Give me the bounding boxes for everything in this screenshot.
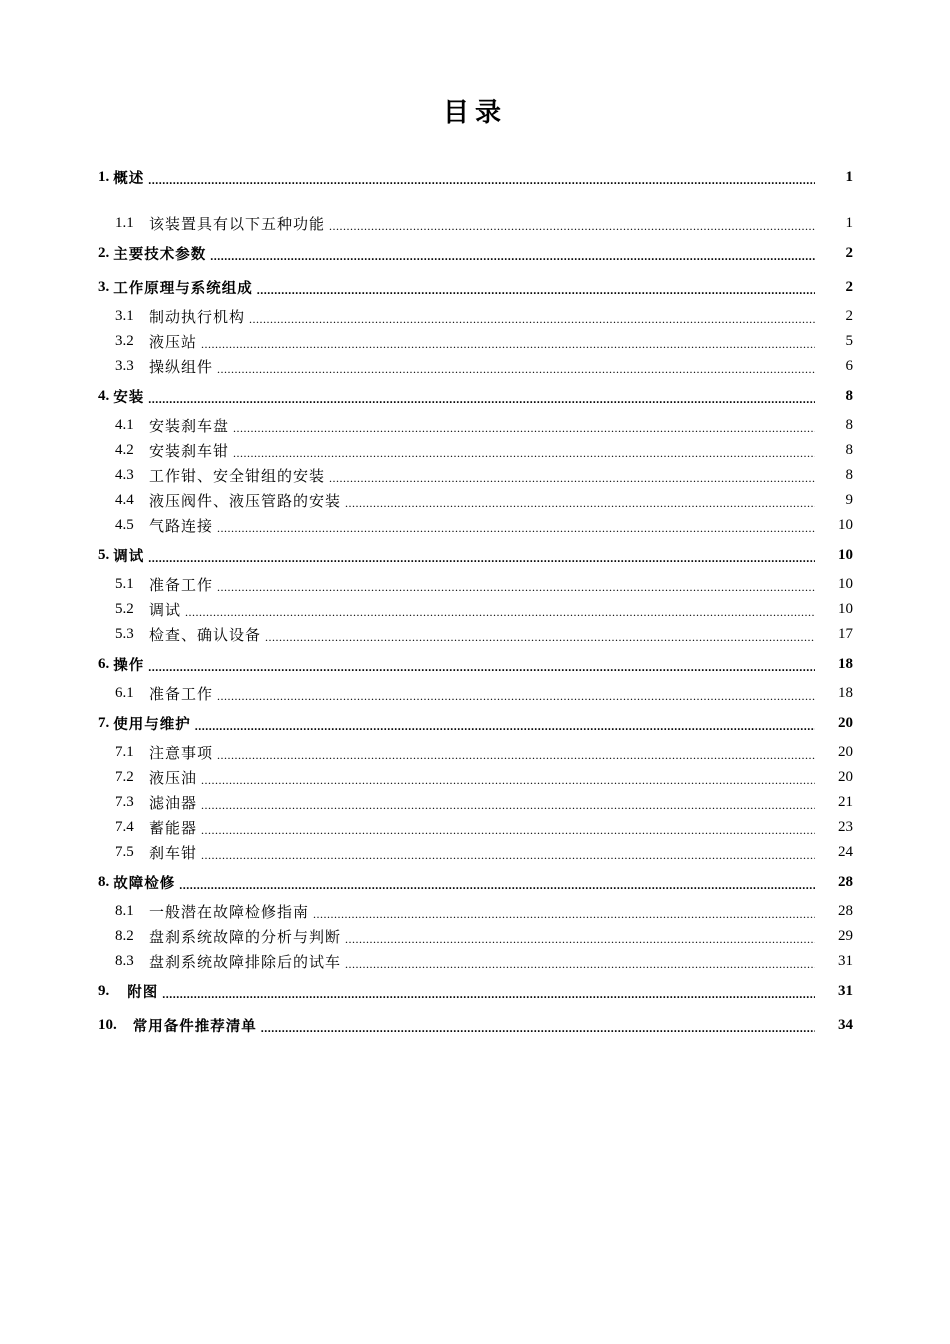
toc-page-number: 34 [838, 1016, 853, 1033]
toc-page-number: 20 [838, 714, 853, 731]
toc-title: 盘刹系统故障的分析与判断 [149, 928, 342, 946]
toc-number: 2. [98, 244, 110, 261]
toc-leader-dots [162, 986, 815, 1003]
toc-page-number: 10 [838, 576, 853, 592]
toc-number: 4. [98, 387, 110, 404]
toc-leader-dots [217, 747, 815, 764]
toc-section[interactable] [98, 211, 853, 236]
toc-leader-dots [201, 822, 815, 839]
toc-page-number: 17 [838, 626, 853, 642]
toc-leader-dots [201, 847, 815, 864]
toc-chapter[interactable] [98, 706, 853, 740]
toc-number: 4.2 [115, 442, 134, 458]
toc-number: 4.3 [115, 467, 134, 483]
toc-section[interactable] [98, 681, 853, 706]
toc-section[interactable] [98, 513, 853, 538]
toc-number: 7.5 [115, 844, 134, 860]
toc-title: 刹车钳 [149, 844, 198, 862]
toc-number: 6. [98, 655, 110, 672]
toc-leader-dots [249, 311, 815, 328]
toc-number: 3.1 [115, 308, 134, 324]
toc-leader-dots [265, 629, 815, 646]
toc-leader-dots [201, 772, 815, 789]
toc-number: 3.2 [115, 333, 134, 349]
toc-title: 调试 [149, 601, 182, 619]
toc-title: 安装刹车钳 [149, 442, 230, 460]
toc-leader-dots [345, 495, 815, 512]
toc-number: 10. [98, 1016, 117, 1033]
toc-chapter[interactable] [98, 270, 853, 304]
toc-section[interactable] [98, 354, 853, 379]
toc-leader-dots [148, 659, 815, 676]
toc-chapter[interactable] [98, 160, 853, 194]
toc-page-number: 8 [845, 417, 853, 433]
toc-number: 8.2 [115, 928, 134, 944]
toc-title: 一般潜在故障检修指南 [149, 903, 310, 921]
toc-leader-dots [217, 579, 815, 596]
toc-page-number: 18 [838, 685, 853, 701]
toc-number: 5.2 [115, 601, 134, 617]
toc-section[interactable] [98, 790, 853, 815]
toc-section[interactable] [98, 304, 853, 329]
toc-section[interactable] [98, 329, 853, 354]
toc-number: 4.5 [115, 517, 134, 533]
toc-number: 5. [98, 546, 110, 563]
toc-page-number: 8 [845, 387, 853, 404]
toc-number: 8.3 [115, 953, 134, 969]
toc-title: 主要技术参数 [113, 246, 207, 263]
toc-section[interactable] [98, 815, 853, 840]
toc-page-number: 29 [838, 928, 853, 944]
toc-leader-dots [210, 248, 815, 265]
toc-title: 液压站 [149, 333, 198, 351]
toc-section[interactable] [98, 949, 853, 974]
toc-leader-dots [329, 470, 815, 487]
toc-section[interactable] [98, 463, 853, 488]
toc-page-number: 28 [838, 873, 853, 890]
toc-number: 3.3 [115, 358, 134, 374]
toc-number: 7.4 [115, 819, 134, 835]
toc-page-number: 6 [845, 358, 853, 374]
toc-number: 5.1 [115, 576, 134, 592]
toc-section[interactable] [98, 488, 853, 513]
toc-section[interactable] [98, 622, 853, 647]
toc-section[interactable] [98, 413, 853, 438]
toc-chapter[interactable] [98, 236, 853, 270]
toc-page-number: 2 [845, 278, 853, 295]
toc-title: 概述 [113, 170, 145, 187]
toc-page-number: 8 [845, 467, 853, 483]
toc-leader-dots [185, 604, 815, 621]
toc-page-number: 20 [838, 744, 853, 760]
toc-page-number: 2 [845, 244, 853, 261]
toc-chapter[interactable] [98, 865, 853, 899]
toc-leader-dots [195, 718, 815, 735]
toc-leader-dots [179, 877, 815, 894]
toc-title: 操纵组件 [149, 358, 214, 376]
toc-leader-dots [217, 361, 815, 378]
toc-title: 液压油 [149, 769, 198, 787]
toc-section[interactable] [98, 597, 853, 622]
toc-title: 操作 [113, 657, 145, 674]
toc-title: 检查、确认设备 [149, 626, 262, 644]
toc-page-number: 18 [838, 655, 853, 672]
table-of-contents [98, 160, 853, 1042]
toc-leader-dots [217, 688, 815, 705]
toc-leader-dots [345, 931, 815, 948]
toc-page-number: 1 [845, 215, 853, 231]
toc-title: 调试 [113, 548, 145, 565]
toc-page-number: 2 [845, 308, 853, 324]
toc-leader-dots [201, 797, 815, 814]
toc-leader-dots [329, 218, 815, 235]
toc-title: 安装 [113, 389, 145, 406]
toc-section[interactable] [98, 765, 853, 790]
toc-title: 滤油器 [149, 794, 198, 812]
toc-page-number: 24 [838, 844, 853, 860]
toc-title: 工作原理与系统组成 [113, 280, 253, 297]
spacer [98, 194, 853, 211]
toc-number: 7.2 [115, 769, 134, 785]
toc-title: 准备工作 [149, 685, 214, 703]
toc-page-number: 8 [845, 442, 853, 458]
toc-page-number: 28 [838, 903, 853, 919]
toc-title: 气路连接 [149, 517, 214, 535]
toc-section[interactable] [98, 438, 853, 463]
toc-leader-dots [148, 550, 815, 567]
toc-number: 6.1 [115, 685, 134, 701]
toc-title: 附图 [127, 984, 159, 1001]
toc-leader-dots [201, 336, 815, 353]
toc-section[interactable] [98, 924, 853, 949]
toc-leader-dots [148, 172, 815, 189]
toc-title: 工作钳、安全钳组的安装 [149, 467, 326, 485]
toc-title: 盘刹系统故障排除后的试车 [149, 953, 342, 971]
toc-leader-dots [345, 956, 815, 973]
toc-number: 7. [98, 714, 110, 731]
toc-number: 8. [98, 873, 110, 890]
toc-section[interactable] [98, 572, 853, 597]
toc-title: 该装置具有以下五种功能 [149, 215, 326, 233]
toc-number: 1. [98, 168, 110, 185]
toc-title: 注意事项 [149, 744, 214, 762]
toc-chapter[interactable] [98, 379, 853, 413]
toc-section[interactable] [98, 740, 853, 765]
toc-page-number: 21 [838, 794, 853, 810]
toc-number: 4.1 [115, 417, 134, 433]
toc-leader-dots [217, 520, 815, 537]
toc-number: 9. [98, 982, 110, 999]
toc-leader-dots [233, 445, 815, 462]
toc-section[interactable] [98, 899, 853, 924]
toc-number: 3. [98, 278, 110, 295]
toc-leader-dots [233, 420, 815, 437]
toc-chapter[interactable] [98, 647, 853, 681]
toc-section[interactable] [98, 840, 853, 865]
toc-leader-dots [257, 282, 815, 299]
toc-page-number: 10 [838, 546, 853, 563]
toc-title: 制动执行机构 [149, 308, 246, 326]
toc-title: 准备工作 [149, 576, 214, 594]
toc-title: 安装刹车盘 [149, 417, 230, 435]
toc-title: 故障检修 [113, 875, 176, 892]
toc-title: 常用备件推荐清单 [132, 1018, 257, 1035]
toc-page-number: 10 [838, 517, 853, 533]
toc-number: 7.3 [115, 794, 134, 810]
toc-page-number: 31 [838, 982, 853, 999]
toc-number: 8.1 [115, 903, 134, 919]
toc-leader-dots [313, 906, 815, 923]
toc-chapter[interactable] [98, 974, 853, 1008]
toc-title: 使用与维护 [113, 716, 191, 733]
toc-page-number: 1 [845, 168, 853, 185]
toc-page-number: 20 [838, 769, 853, 785]
toc-leader-dots [148, 391, 815, 408]
toc-page-number: 10 [838, 601, 853, 617]
toc-page-number: 9 [845, 492, 853, 508]
toc-number: 5.3 [115, 626, 134, 642]
toc-page-number: 5 [845, 333, 853, 349]
toc-number: 7.1 [115, 744, 134, 760]
toc-number: 4.4 [115, 492, 134, 508]
toc-chapter[interactable] [98, 1008, 853, 1042]
toc-chapter[interactable] [98, 538, 853, 572]
toc-title: 液压阀件、液压管路的安装 [149, 492, 342, 510]
toc-page-number: 23 [838, 819, 853, 835]
toc-leader-dots [261, 1020, 815, 1037]
toc-page-number: 31 [838, 953, 853, 969]
toc-title: 蓄能器 [149, 819, 198, 837]
toc-number: 1.1 [115, 215, 134, 231]
page-title: 目录 [442, 98, 507, 128]
